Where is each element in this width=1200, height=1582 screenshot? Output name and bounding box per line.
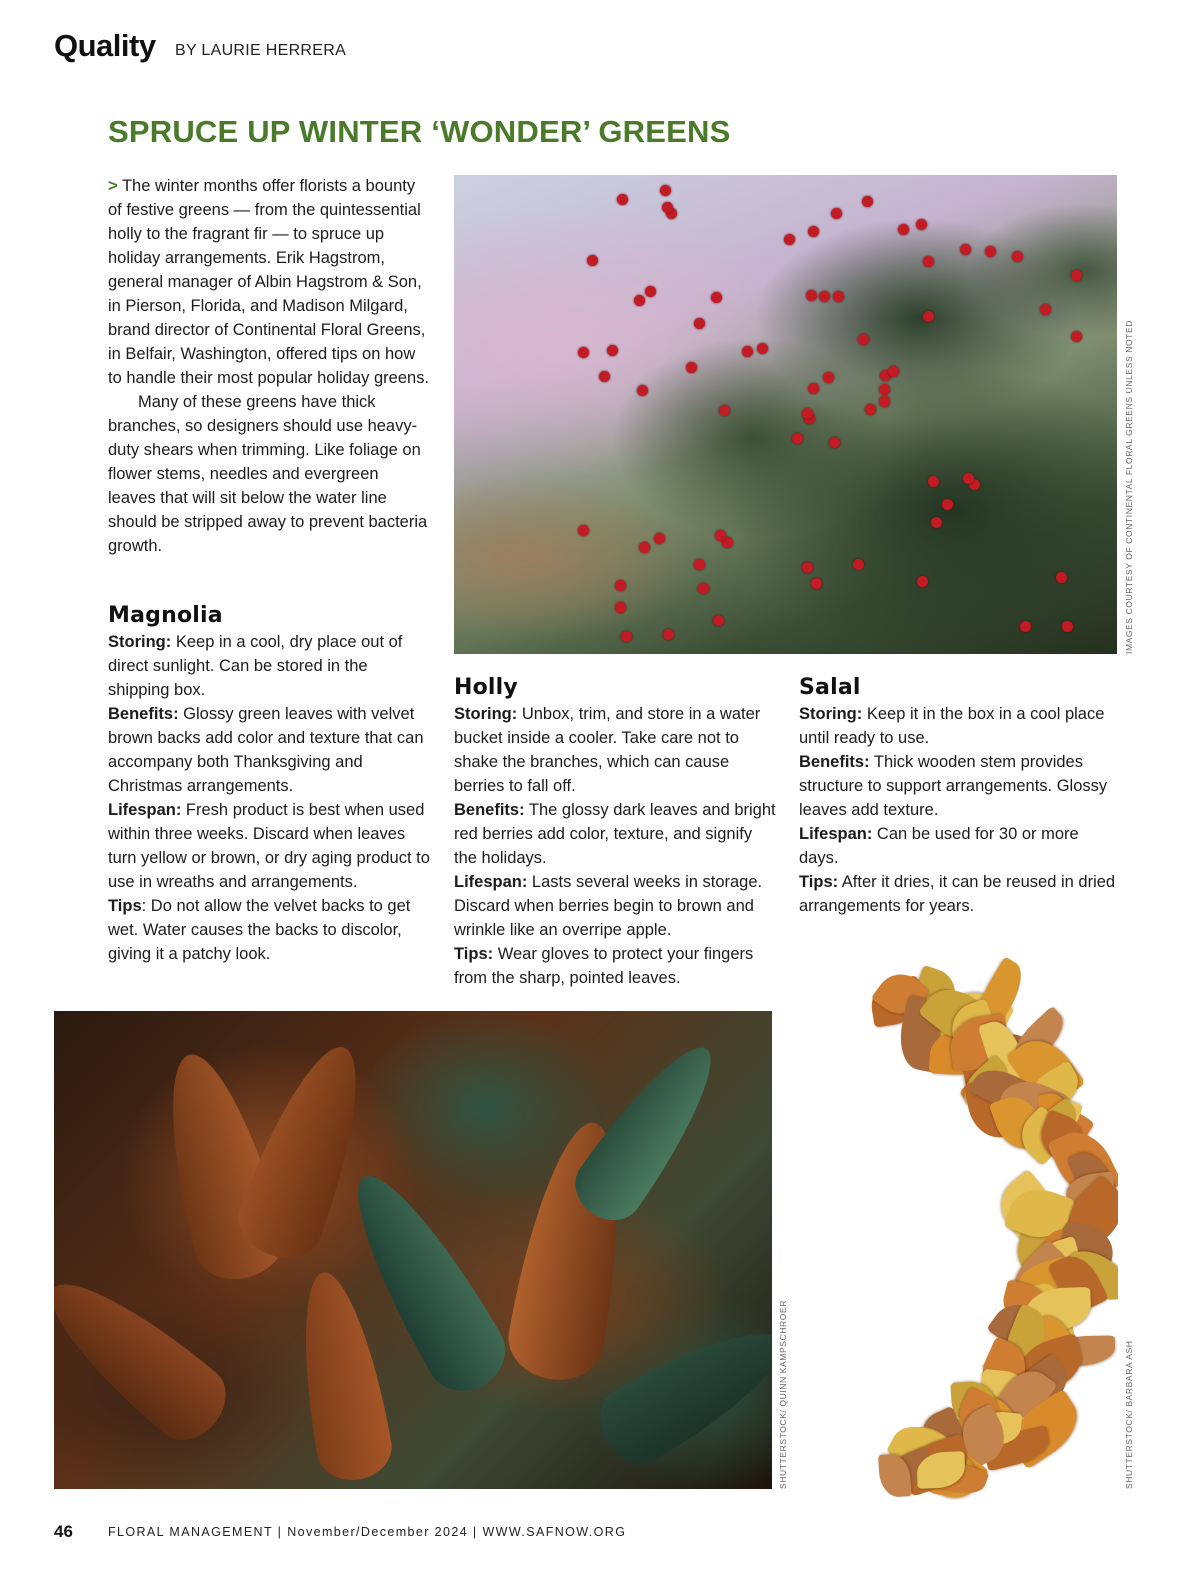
storing-text: Keep in a cool, dry place out of direct sunlight. Can be stored in the shipping box. <box>108 633 403 699</box>
intro-paragraph-2: Many of these greens have thick branches, so designers should use heavy-duty shears when trimming. Like foliage on flower stems, needles and evergreen leaves that will sit below the water line should be stripped away to prevent bacteria growth. <box>108 393 428 555</box>
storing-text: Keep it in the box in a cool place until ready to use. <box>799 705 1105 747</box>
magnolia-leaf <box>54 1258 240 1454</box>
holly-berry <box>1040 304 1051 315</box>
holly-berry <box>1071 270 1082 281</box>
holly-berry <box>663 629 674 640</box>
tips-text: : Do not allow the velvet backs to get wet. Water causes the backs to discolor, giving it a patchy look. <box>108 897 411 963</box>
holly-berry <box>823 372 834 383</box>
holly-berry <box>686 362 697 373</box>
benefits-text: Thick wooden stem provides structure to support arrangements. Glossy leaves add texture. <box>799 753 1108 819</box>
holly-berry <box>811 578 822 589</box>
holly-berry <box>806 290 817 301</box>
storing-label: Storing: <box>799 705 863 723</box>
holly-berry <box>963 473 974 484</box>
holly-berry <box>639 542 650 553</box>
magnolia-leaf <box>286 1266 396 1486</box>
intro-paragraph-1 <box>108 174 430 390</box>
salal-benefits <box>799 750 1121 822</box>
photo-credit-wreath: SHUTTERSTOCK/ BARBARA ASH <box>1124 1340 1134 1489</box>
benefits-text: Glossy green leaves with velvet brown backs add color and texture that can accompany both Thanksgiving and Christmas arrangements. <box>108 705 424 795</box>
holly-berry <box>808 226 819 237</box>
magnolia-photo <box>54 1011 772 1489</box>
storing-text: Unbox, trim, and store in a water bucket inside a cooler. Take care not to shake the branches, which can cause berries to fall off. <box>454 705 761 795</box>
holly-berry <box>578 347 589 358</box>
benefits-label: Benefits: <box>799 753 870 771</box>
holly-foliage <box>454 175 1117 654</box>
lifespan-text: Can be used for 30 or more days. <box>799 825 1079 867</box>
magnolia-lifespan <box>108 798 430 894</box>
holly-berry <box>660 185 671 196</box>
holly-berry <box>637 385 648 396</box>
magnolia-leaf <box>587 1306 772 1475</box>
holly-photo <box>454 175 1117 654</box>
holly-berry <box>698 583 709 594</box>
benefits-text: The glossy dark leaves and bright red berries add color, texture, and signify the holidays. <box>454 801 776 867</box>
holly-berry <box>802 408 813 419</box>
holly-berry <box>621 631 632 642</box>
magnolia-storing <box>108 630 430 702</box>
holly-berry <box>1012 251 1023 262</box>
salal-tips <box>799 870 1121 918</box>
section-name: Quality <box>54 28 156 63</box>
photo-credit-top: IMAGES COURTESY OF CONTINENTAL FLORAL GREENS UNLESS NOTED <box>1124 320 1134 654</box>
lifespan-label: Lifespan: <box>108 801 182 819</box>
holly-lifespan <box>454 870 776 942</box>
holly-berry <box>599 371 610 382</box>
storing-label: Storing: <box>108 633 172 651</box>
holly-berry <box>833 291 844 302</box>
tips-text: After it dries, it can be reused in dried arrangements for years. <box>799 873 1116 915</box>
lifespan-label: Lifespan: <box>454 873 528 891</box>
magnolia-tips <box>108 894 430 966</box>
holly-berry <box>879 384 890 395</box>
holly-berry <box>617 194 628 205</box>
holly-berry <box>662 202 673 213</box>
holly-benefits <box>454 798 776 870</box>
tips-label: Tips: <box>454 945 494 963</box>
magnolia-benefits <box>108 702 430 798</box>
holly-berry <box>694 559 705 570</box>
intro-paragraph-1-text: The winter months offer florists a bounty of festive greens — from the quintessential holly to the fragrant fir — to spruce up holiday arrangements. Erik Hagstrom, general manager of Albin Hagstrom & Son, in Pierson, Florida, and Madison Milgard, brand director of Continental Floral Greens, in Belfair, Washington, offered tips on how to handle their most popular holiday greens. <box>108 177 430 387</box>
lifespan-text: Fresh product is best when used within three weeks. Discard when leaves turn yellow or brown, or dry aging product to use in wreaths and arrangements. <box>108 801 430 891</box>
benefits-label: Benefits: <box>108 705 179 723</box>
holly-berry <box>819 291 830 302</box>
lifespan-label: Lifespan: <box>799 825 873 843</box>
salal-lifespan <box>799 822 1121 870</box>
lifespan-text: Lasts several weeks in storage. Discard when berries begin to brown and wrinkle like an overripe apple. <box>454 873 763 939</box>
holly-berry <box>711 292 722 303</box>
byline: BY LAURIE HERRERA <box>175 42 347 59</box>
page-number: 46 <box>54 1522 73 1541</box>
footer-text: FLORAL MANAGEMENT | November/December 2024 | WWW.SAFNOW.ORG <box>108 1525 627 1539</box>
salal-section <box>799 676 1121 918</box>
article-headline: SPRUCE UP WINTER ‘WONDER’ GREENS <box>108 114 731 149</box>
holly-berry <box>888 366 899 377</box>
benefits-label: Benefits: <box>454 801 525 819</box>
intro-text <box>108 174 430 558</box>
tips-label: Tips: <box>799 873 839 891</box>
holly-section <box>454 676 776 990</box>
magnolia-section <box>108 604 430 966</box>
salal-heading: Salal <box>799 675 861 700</box>
holly-berry <box>931 517 942 528</box>
holly-berry <box>715 530 726 541</box>
holly-berry <box>694 318 705 329</box>
holly-berry <box>784 234 795 245</box>
holly-storing <box>454 702 776 798</box>
arrow-icon: > <box>108 177 118 195</box>
salal-wreath-photo <box>798 940 1118 1500</box>
holly-berry <box>654 533 665 544</box>
photo-credit-magnolia: SHUTTERSTOCK/ QUINN KAMPSCHROER <box>778 1300 788 1489</box>
holly-berry <box>587 255 598 266</box>
tips-label: Tips <box>108 897 142 915</box>
holly-berry <box>645 286 656 297</box>
salal-storing <box>799 702 1121 750</box>
holly-berry <box>634 295 645 306</box>
holly-heading: Holly <box>454 675 518 700</box>
tips-text: Wear gloves to protect your fingers from the sharp, pointed leaves. <box>454 945 754 987</box>
holly-berry <box>942 499 953 510</box>
holly-berry <box>757 343 768 354</box>
storing-label: Storing: <box>454 705 518 723</box>
holly-berry <box>792 433 803 444</box>
holly-berry <box>1071 331 1082 342</box>
holly-tips <box>454 942 776 990</box>
magnolia-heading: Magnolia <box>108 603 223 628</box>
